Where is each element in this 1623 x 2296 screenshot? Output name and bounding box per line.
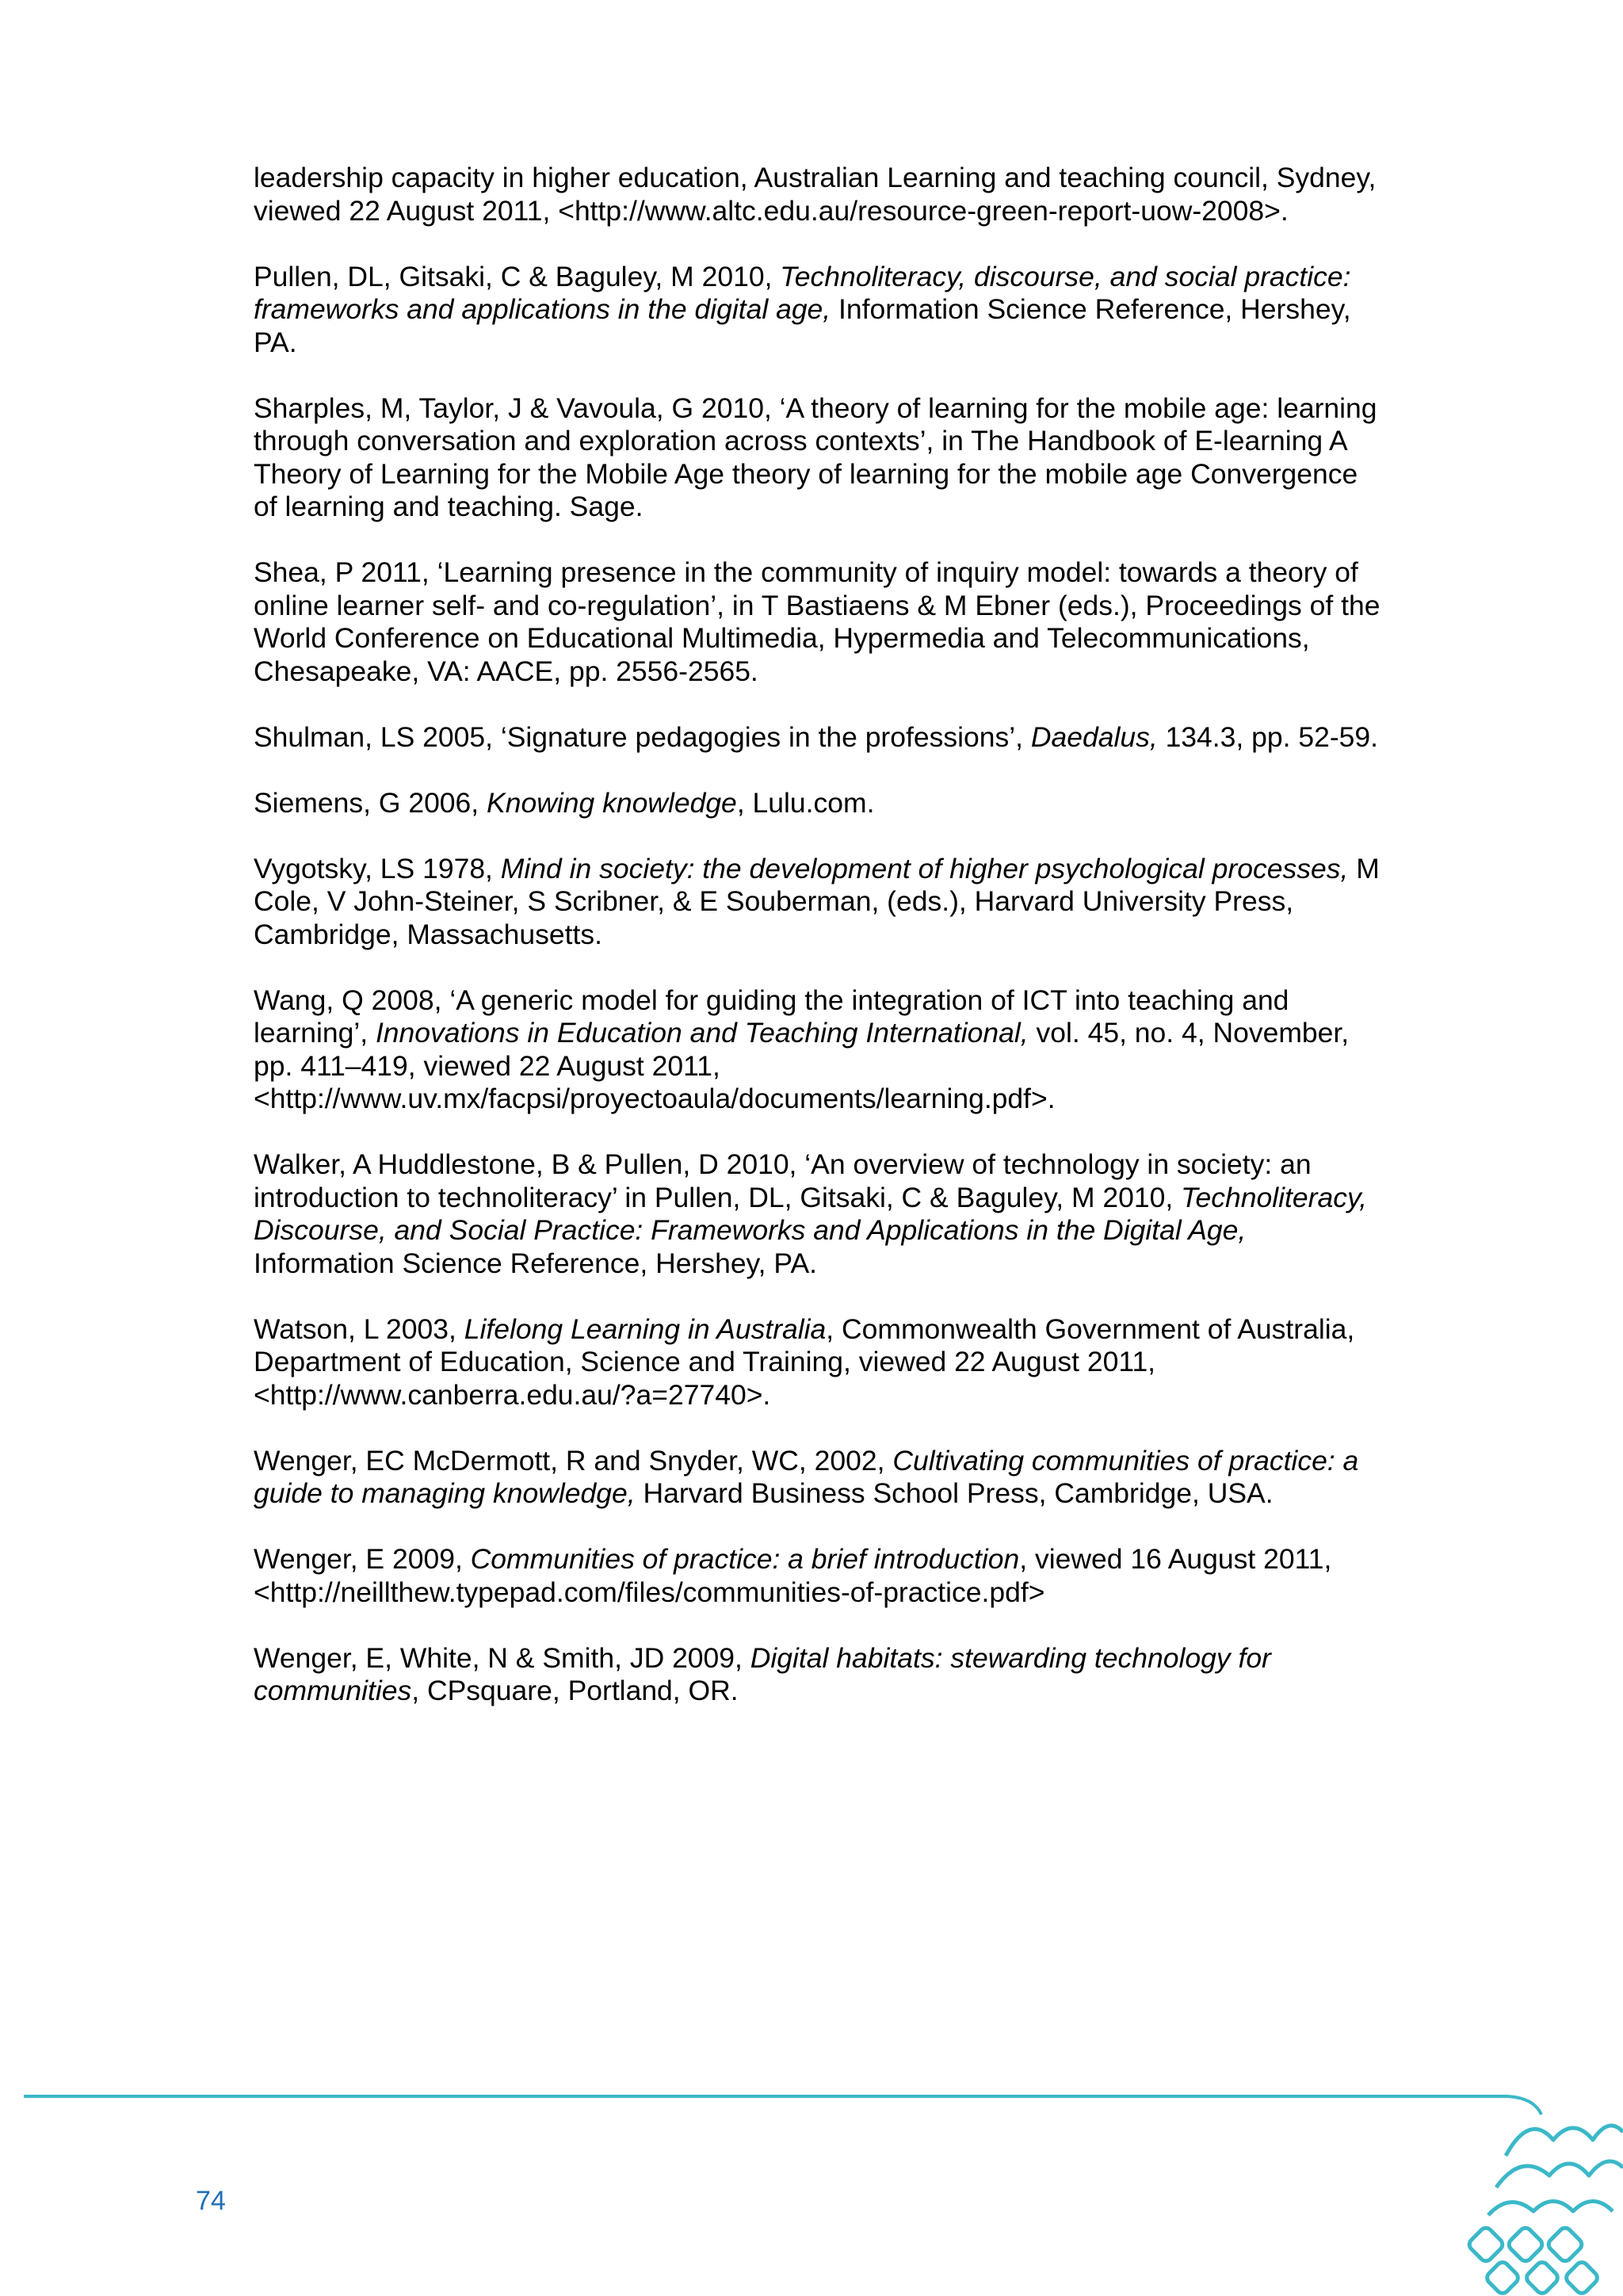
reference-text: Walker, A Huddlestone, B & Pullen, D 2010, ‘An overview of technology in society: an introduction to technoliteracy’ in Pullen, DL, Gitsaki, C & Baguley, M 2010, — [254, 1148, 1312, 1213]
reference-entry — [254, 1313, 1387, 1412]
reference-text: Vygotsky, LS 1978, — [254, 852, 501, 884]
reference-text: vol. 45, no. 4, November, pp. 411–419, viewed 22 August 2011, <http://www.uv.mx/facpsi/proyectoaula/documents/learning.pdf>. — [254, 1017, 1350, 1114]
reference-title: Digital habitats: stewarding technology for communities — [254, 1641, 1271, 1706]
reference-title: Cultivating communities of practice: a guide to managing knowledge, — [254, 1444, 1359, 1509]
reference-entry — [254, 984, 1387, 1116]
reference-entry — [254, 261, 1387, 360]
reference-text: , viewed 16 August 2011, <http://neillthew.typepad.com/files/communities-of-practice.pdf> — [254, 1543, 1332, 1608]
reference-text: leadership capacity in higher education, Australian Learning and teaching council, Sydney, viewed 22 August 2011, <http://www.altc.edu.au/resource-green-report-uow-2008>. — [254, 162, 1377, 227]
reference-text: Siemens, G 2006, — [254, 786, 487, 819]
reference-entry — [254, 1642, 1387, 1708]
reference-entry — [254, 1543, 1387, 1609]
reference-text: Wenger, E, White, N & Smith, JD 2009, — [254, 1641, 750, 1674]
reference-text: Shea, P 2011, ‘Learning presence in the community of inquiry model: towards a theory of online learner self- and co-regulation’, in T Bastiaens & M Ebner (eds.), Proceedings of the World Conference on Educational Multimedia, Hypermedia and Telecommunications, Chesapeake, VA: AACE, pp. 2556-2565. — [254, 556, 1381, 687]
reference-entry — [254, 392, 1387, 524]
reference-entry — [254, 1148, 1387, 1280]
reference-text: M Cole, V John-Steiner, S Scribner, & E Souberman, (eds.), Harvard University Press, Cambridge, Massachusetts. — [254, 852, 1380, 950]
reference-entry — [254, 1445, 1387, 1511]
reference-title: Knowing knowledge — [487, 786, 737, 819]
reference-entry — [254, 556, 1387, 688]
reference-entry — [254, 162, 1387, 227]
reference-text: Pullen, DL, Gitsaki, C & Baguley, M 2010, — [254, 260, 781, 292]
reference-text: Information Science Reference, Hershey, PA. — [254, 293, 1351, 358]
wave-logo — [1467, 2126, 1623, 2296]
reference-title: Technoliteracy, discourse, and social practice: frameworks and applications in the digital age, — [254, 260, 1351, 325]
reference-text: Shulman, LS 2005, ‘Signature pedagogies in the professions’, — [254, 720, 1031, 753]
reference-text: Watson, L 2003, — [254, 1312, 464, 1345]
reference-entry — [254, 721, 1387, 755]
reference-text: Wenger, E 2009, — [254, 1543, 471, 1575]
reference-title: Daedalus, — [1030, 720, 1158, 753]
reference-text: , CPsquare, Portland, OR. — [411, 1675, 739, 1706]
reference-text: , Commonwealth Government of Australia, Department of Education, Science and Training, viewed 22 August 2011, <http://www.canberra.edu.au/?a=27740>. — [254, 1312, 1355, 1411]
reference-text: , Lulu.com. — [736, 786, 875, 819]
reference-title: Lifelong Learning in Australia — [464, 1312, 827, 1345]
reference-text: Harvard Business School Press, Cambridge, USA. — [635, 1477, 1274, 1509]
reference-list — [254, 162, 1387, 1740]
reference-text: Wang, Q 2008, ‘A generic model for guiding the integration of ICT into teaching and learning’, — [254, 984, 1289, 1049]
reference-text: 134.3, pp. 52-59. — [1157, 720, 1379, 753]
reference-title: Innovations in Education and Teaching International, — [375, 1017, 1029, 1049]
reference-title: Technoliteracy, Discourse, and Social Practice: Frameworks and Applications in the Digital Age, — [254, 1181, 1367, 1246]
reference-title: Communities of practice: a brief introduction — [470, 1543, 1020, 1575]
reference-entry — [254, 853, 1387, 952]
reference-entry — [254, 787, 1387, 820]
reference-text: Sharples, M, Taylor, J & Vavoula, G 2010, ‘A theory of learning for the mobile age: learning through conversation and exploration across contexts’, in The Handbook of E-learning A Theory of Learning for the Mobile Age theory of learning for the mobile age Convergence of learning and teaching. Sage. — [254, 392, 1377, 522]
reference-text: Wenger, EC McDermott, R and Snyder, WC, 2002, — [254, 1444, 893, 1477]
footer-rule — [24, 2096, 1541, 2115]
reference-text: Information Science Reference, Hershey, PA. — [254, 1247, 817, 1279]
reference-title: Mind in society: the development of higher psychological processes, — [500, 852, 1349, 884]
page-number: 74 — [196, 2186, 226, 2216]
